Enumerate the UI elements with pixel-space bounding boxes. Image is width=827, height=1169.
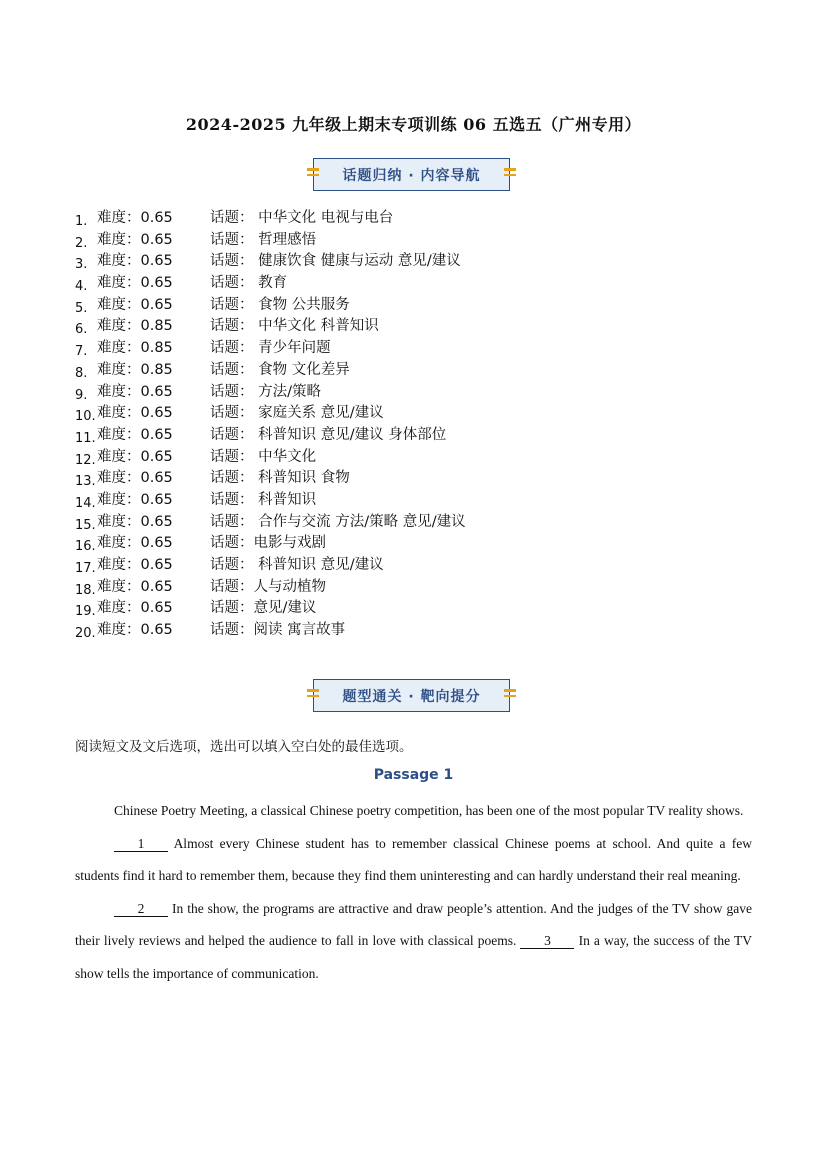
topic-difficulty: 难度：0.65 xyxy=(97,448,173,465)
topic-difficulty: 难度：0.65 xyxy=(97,210,173,226)
topic-number: 20. xyxy=(75,626,96,642)
topic-number: 11. xyxy=(75,430,96,446)
topic-label: 话题： 食物 文化差异 xyxy=(210,361,350,378)
banner-decoration-icon xyxy=(504,689,516,701)
topic-difficulty: 难度：0.65 xyxy=(97,405,173,422)
topic-label: 话题：阅读 寓言故事 xyxy=(210,622,346,639)
topic-number: 10. xyxy=(75,409,96,425)
banner-decoration-icon xyxy=(307,689,319,701)
passage-paragraph xyxy=(75,795,752,828)
topic-difficulty: 难度：0.65 xyxy=(97,535,173,552)
topic-difficulty: 难度：0.65 xyxy=(97,557,173,573)
topic-list-item xyxy=(75,360,466,382)
topic-list-item xyxy=(75,533,466,555)
topic-number: 12. xyxy=(75,452,96,468)
topic-list xyxy=(75,208,466,642)
topic-list-item xyxy=(75,316,466,338)
topic-number: 2. xyxy=(75,235,88,251)
topic-label: 话题： 科普知识 xyxy=(210,491,317,508)
section-banner-topics xyxy=(313,158,510,191)
topic-difficulty: 难度：0.65 xyxy=(97,470,173,487)
topic-list-item xyxy=(75,512,466,534)
page-title: 2024-2025 九年级上期末专项训练 06 五选五（广州专用） xyxy=(185,115,642,134)
topic-list-item xyxy=(75,577,466,599)
topic-difficulty: 难度：0.65 xyxy=(97,383,173,400)
topic-number: 18. xyxy=(75,582,96,598)
topic-list-item xyxy=(75,382,466,404)
topic-difficulty: 难度：0.85 xyxy=(97,318,173,335)
answer-blank[interactable]: 2 xyxy=(114,901,168,917)
topic-difficulty: 难度：0.85 xyxy=(97,361,173,378)
topic-number: 7. xyxy=(75,344,88,360)
topic-label: 话题： 科普知识 意见/建议 身体部位 xyxy=(210,426,447,443)
topic-list-item xyxy=(75,273,466,295)
paragraph-text: In a way, the success of the TV show tells the importance of communication. xyxy=(75,933,753,981)
topic-list-item xyxy=(75,425,466,447)
topic-list-item xyxy=(75,490,466,512)
topic-list-item xyxy=(75,555,466,577)
topic-number: 3. xyxy=(75,257,88,273)
topic-list-item xyxy=(75,338,466,360)
topic-list-item xyxy=(75,598,466,620)
topic-label: 话题： 教育 xyxy=(210,275,288,292)
topic-label: 话题： 青少年问题 xyxy=(210,340,331,357)
topic-number: 1. xyxy=(75,214,88,229)
paragraph-text: Almost every Chinese student has to remember classical Chinese poems at school. And quite a few students find it hard to remember them, because they find them uninteresting and can hardly understand their real meaning. xyxy=(75,835,752,883)
banner-label: 话题归纳 · 内容导航 xyxy=(342,167,481,184)
topic-difficulty: 难度：0.65 xyxy=(97,491,173,508)
topic-list-item xyxy=(75,620,466,642)
topic-difficulty: 难度：0.65 xyxy=(97,426,173,443)
topic-label: 话题： 中华文化 xyxy=(210,448,317,465)
topic-difficulty: 难度：0.85 xyxy=(97,340,173,357)
topic-label: 话题： 家庭关系 意见/建议 xyxy=(210,405,384,422)
topic-difficulty: 难度：0.65 xyxy=(97,513,173,530)
topic-number: 14. xyxy=(75,495,96,511)
topic-number: 15. xyxy=(75,517,96,533)
passage-paragraph xyxy=(75,893,752,991)
topic-difficulty: 难度：0.65 xyxy=(97,275,173,292)
topic-label: 话题：意见/建议 xyxy=(210,600,317,617)
passage-body xyxy=(75,795,752,990)
passage-paragraph xyxy=(75,828,752,893)
topic-number: 16. xyxy=(75,539,96,555)
paragraph-text: Chinese Poetry Meeting, a classical Chinese poetry competition, has been one of the most popular TV reality shows. xyxy=(114,803,744,818)
topic-list-item xyxy=(75,468,466,490)
topic-label: 话题： 方法/策略 xyxy=(210,383,321,400)
topic-list-item xyxy=(75,208,466,230)
topic-label: 话题： 科普知识 食物 xyxy=(210,470,350,487)
topic-list-item xyxy=(75,403,466,425)
topic-number: 8. xyxy=(75,365,88,381)
answer-blank[interactable]: 3 xyxy=(520,933,574,949)
topic-difficulty: 难度：0.65 xyxy=(97,600,173,617)
section-banner-practice xyxy=(313,679,510,712)
topic-label: 话题： 健康饮食 健康与运动 意见/建议 xyxy=(210,253,461,270)
topic-difficulty: 难度：0.65 xyxy=(97,622,173,639)
instruction-text: 阅读短文及文后选项，选出可以填入空白处的最佳选项。 xyxy=(75,739,413,755)
topic-number: 19. xyxy=(75,604,96,620)
answer-blank[interactable]: 1 xyxy=(114,836,168,852)
topic-difficulty: 难度：0.65 xyxy=(97,231,173,248)
banner-decoration-icon xyxy=(307,168,319,180)
topic-number: 5. xyxy=(75,300,88,316)
topic-label: 话题： 合作与交流 方法/策略 意见/建议 xyxy=(210,513,466,530)
topic-number: 9. xyxy=(75,387,88,403)
topic-difficulty: 难度：0.65 xyxy=(97,578,173,595)
banner-label: 题型通关 · 靶向提分 xyxy=(342,688,481,705)
topic-label: 话题： 中华文化 电视与电台 xyxy=(210,210,394,226)
topic-label: 话题： 中华文化 科普知识 xyxy=(210,318,379,335)
topic-label: 话题： 哲理感悟 xyxy=(210,231,317,248)
topic-label: 话题：人与动植物 xyxy=(210,578,326,595)
topic-list-item xyxy=(75,447,466,469)
topic-number: 13. xyxy=(75,474,96,490)
topic-difficulty: 难度：0.65 xyxy=(97,296,173,313)
topic-list-item xyxy=(75,230,466,252)
topic-label: 话题： 食物 公共服务 xyxy=(210,296,350,313)
topic-number: 4. xyxy=(75,279,88,295)
topic-list-item xyxy=(75,251,466,273)
topic-list-item xyxy=(75,295,466,317)
topic-label: 话题：电影与戏剧 xyxy=(210,535,326,552)
topic-label: 话题： 科普知识 意见/建议 xyxy=(210,557,384,573)
topic-difficulty: 难度：0.65 xyxy=(97,253,173,270)
banner-decoration-icon xyxy=(504,168,516,180)
passage-title: Passage 1 xyxy=(373,767,454,783)
topic-number: 6. xyxy=(75,322,88,338)
topic-number: 17. xyxy=(75,561,96,576)
paragraph-text: In the show, the programs are attractive and draw people’s attention. And the judges of the TV show gave their lively reviews and helped the audience to fall in love with classical poems. xyxy=(75,900,752,948)
